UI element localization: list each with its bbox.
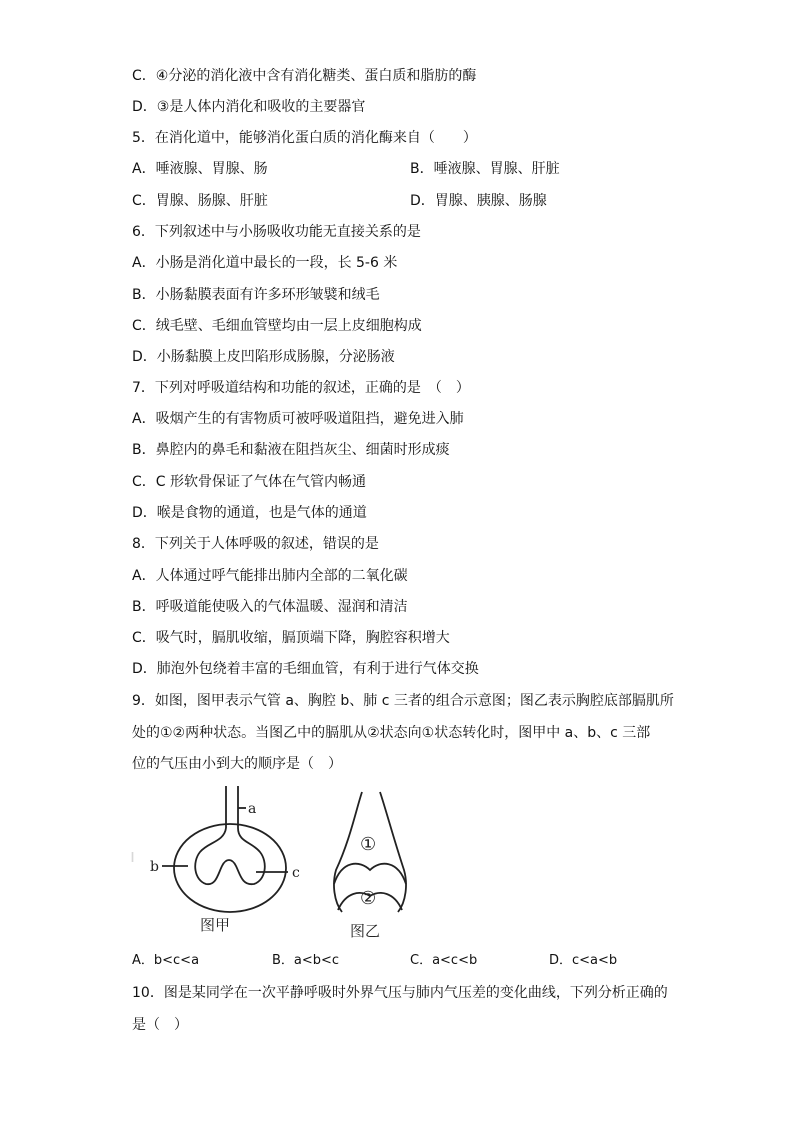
q8-option-d: D．肺泡外包绕着丰富的毛细血管，有利于进行气体交换	[132, 661, 479, 677]
question-5: 5．在消化道中，能够消化蛋白质的消化酶来自（ ）	[132, 130, 477, 146]
q4-option-d: D．③是人体内消化和吸收的主要器官	[132, 99, 366, 115]
q5-option-b: B．唾液腺、胃腺、肝脏	[410, 161, 560, 177]
q9-option-a: A．b<c<a	[132, 953, 200, 968]
q9-option-b: B．a<b<c	[272, 953, 340, 968]
question-9-line-2: 处的①②两种状态。当图乙中的膈肌从②状态向①状态转化时，图甲中 a、b、c 三部	[132, 725, 651, 741]
q8-option-b: B．呼吸道能使吸入的气体温暖、湿润和清洁	[132, 599, 408, 615]
q9-option-c: C．a<c<b	[410, 953, 478, 968]
q4-option-c: C．④分泌的消化液中含有消化糖类、蛋白质和脂肪的酶	[132, 68, 477, 84]
q7-option-c: C．C 形软骨保证了气体在气管内畅通	[132, 474, 367, 490]
question-7: 7．下列对呼吸道结构和功能的叙述，正确的是 （ ）	[132, 380, 470, 396]
trachea	[226, 786, 238, 828]
caption-jia: 图甲	[200, 916, 231, 934]
svg-text:ı: ı	[130, 846, 136, 867]
question-9-line-1: 9．如图，图甲表示气管 a、胸腔 b、肺 c 三者的组合示意图；图乙表示胸腔底部膈肌所	[132, 693, 674, 709]
chest-outline-left	[334, 792, 362, 912]
q9-option-d: D．c<a<b	[549, 953, 618, 968]
q7-option-a: A．吸烟产生的有害物质可被呼吸道阻挡，避免进入肺	[132, 411, 464, 427]
lungs	[195, 828, 265, 884]
q5-option-c: C．胃腺、肠腺、肝脏	[132, 193, 268, 209]
respiration-figure	[128, 780, 408, 945]
q6-option-c: C．绒毛壁、毛细血管壁均由一层上皮细胞构成	[132, 318, 422, 334]
caption-yi: 图乙	[350, 922, 381, 940]
chest-cavity	[174, 824, 286, 912]
q7-option-d: D．喉是食物的通道，也是气体的通道	[132, 505, 367, 521]
q5-option-a: A．唾液腺、胃腺、肠	[132, 161, 268, 177]
background-smudge	[130, 846, 135, 867]
q8-option-c: C．吸气时，膈肌收缩，膈顶端下降，胸腔容积增大	[132, 630, 450, 646]
label-c: c	[292, 865, 300, 881]
q6-option-b: B．小肠黏膜表面有许多环形皱襞和绒毛	[132, 287, 380, 303]
label-a: a	[248, 801, 257, 817]
diagram-jia	[162, 786, 288, 912]
state-1-marker: ①	[360, 834, 377, 855]
q6-option-a: A．小肠是消化道中最长的一段，长 5-6 米	[132, 255, 398, 271]
state-2-marker: ②	[360, 888, 377, 909]
q8-option-a: A．人体通过呼气能排出肺内全部的二氧化碳	[132, 568, 408, 584]
question-6: 6．下列叙述中与小肠吸收功能无直接关系的是	[132, 224, 421, 240]
question-10-line-1: 10．图是某同学在一次平静呼吸时外界气压与肺内气压差的变化曲线，下列分析正确的	[132, 985, 668, 1001]
question-8: 8．下列关于人体呼吸的叙述，错误的是	[132, 536, 379, 552]
question-10-line-2: 是（ ）	[132, 1017, 188, 1033]
q6-option-d: D．小肠黏膜上皮凹陷形成肠腺，分泌肠液	[132, 349, 395, 365]
label-b: b	[150, 859, 159, 875]
q5-option-d: D．胃腺、胰腺、肠腺	[410, 193, 547, 209]
diaphragm-state-1	[334, 864, 406, 884]
q7-option-b: B．鼻腔内的鼻毛和黏液在阻挡灰尘、细菌时形成痰	[132, 442, 450, 458]
question-9-line-3: 位的气压由小到大的顺序是（ ）	[132, 756, 342, 772]
